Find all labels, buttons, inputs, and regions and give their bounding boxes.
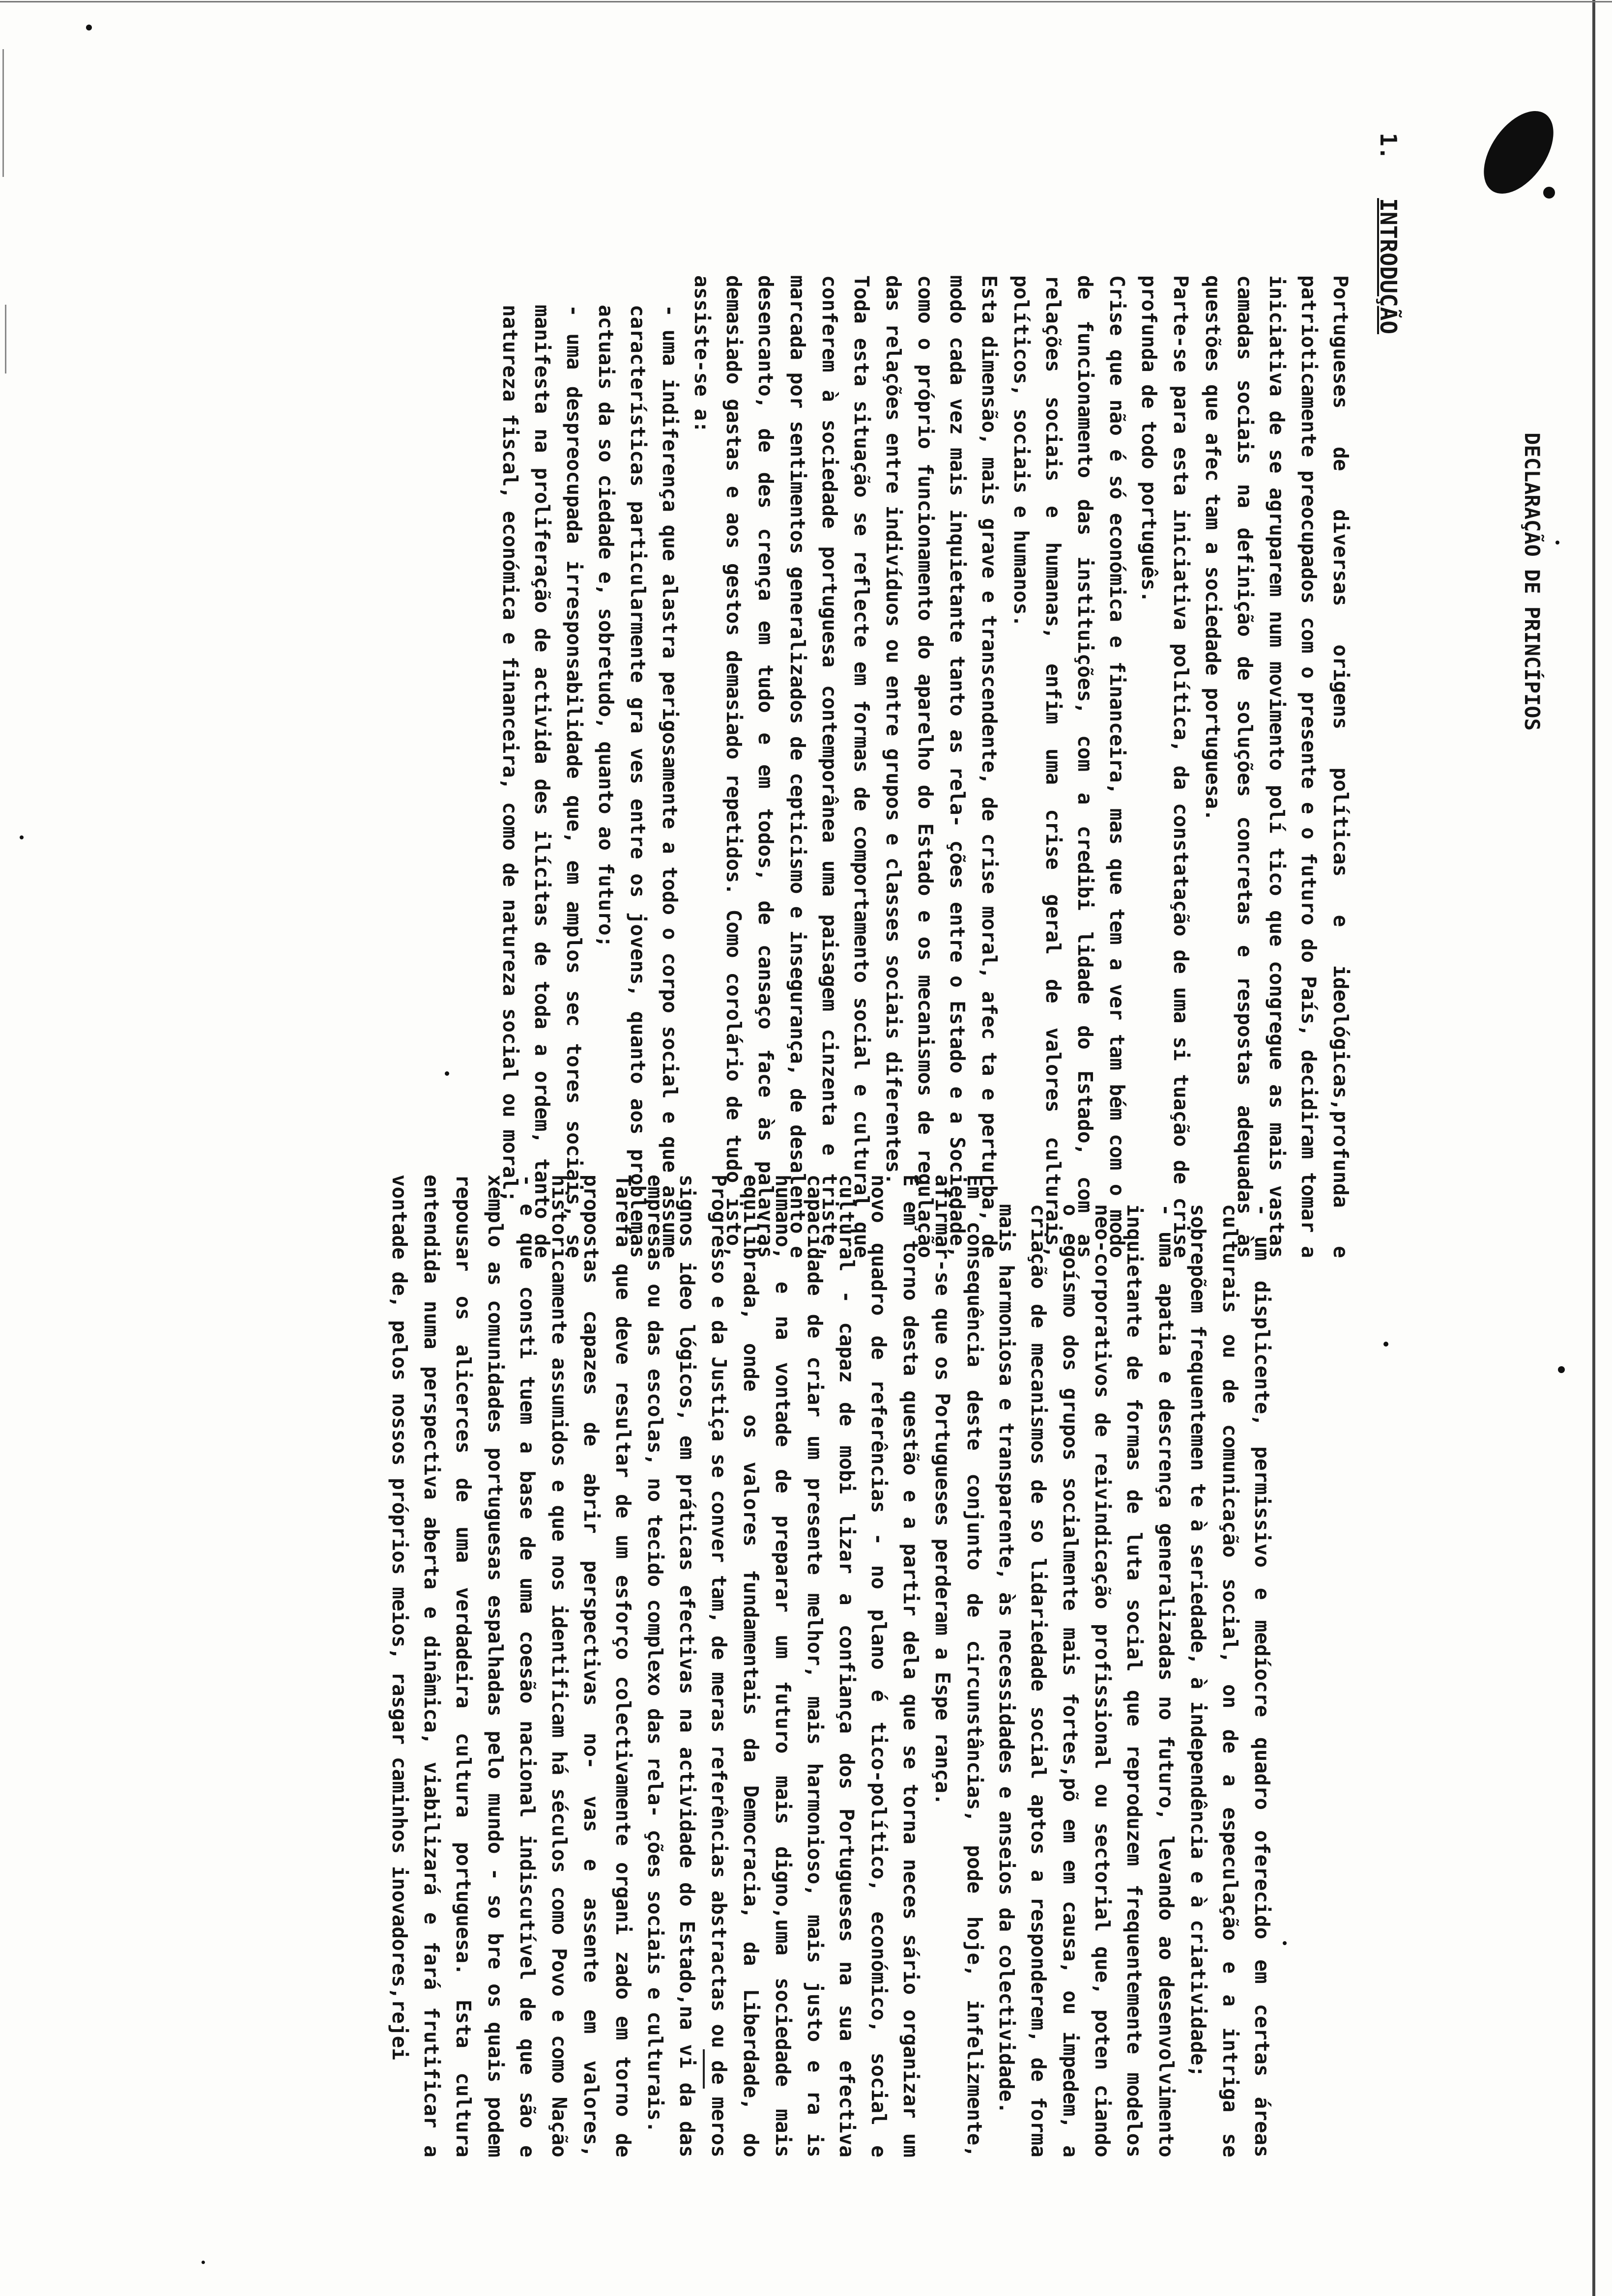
speck bbox=[1283, 1941, 1287, 1945]
paragraph-1: Portugueses de diversas origens políticas e ideológicas,profunda e patrioticamente preocupados com o presente e o futuro do País, decidiram tomar a iniciativa de se agruparem num movimento polí tico que congregue as mais vastas camadas sociais na definição de soluções concretas e respostas adequadas às questões que afec tam a sociedade portuguesa. bbox=[1201, 275, 1353, 1258]
bullet-indifference: - uma indiferença que alastra perigosamente a todo o corpo social e que assume características particularmente gra ves entre os jovens, quanto aos problemas actuais da so ciedade e, sobretudo, quanto ao futuro; bbox=[594, 305, 682, 1258]
paragraph-task: Tarefa que deve resultar de um esforço colectivamente organi zado em torno de propostas capazes de abrir perspectivas no- vas e assente em valores, historicamente assumidos e que nos identificam há séculos como Povo e como Nação - e que consti tuem a base de uma coesão nacional indiscutível de que são e xemplo as comunidades portuguesas espalhadas pelo mundo - so bre os quais podem repousar os alicerces de uma verdadeira cultura portuguesa. Esta cultura entendida numa perspectiva aberta e dinâmica, viabilizará e fará frutificar a vontade de, pelos nossos próprios meios, rasgar caminhos inovadores,rejei bbox=[388, 1175, 635, 2157]
paragraph-4: Esta dimensão, mais grave e transcendente, de crise moral, afec ta e perturba, de modo cada vez mais inquietante tanto as rela- ções entre o Estado e a Sociedade, como o próprio funcionamento do aparelho do Estado e os mecanismos de regulação das relações entre indivíduos ou entre grupos e classes sociais diferentes. bbox=[882, 275, 1001, 1258]
bullet-displicente: - um displicente, permissivo e medíocre quadro oferecido em certas áreas culturais ou de comunicação social, on de a especulação e a intriga se sobrepõem frequentemen te à seriedade, à independência e à criatividade; bbox=[1186, 1204, 1274, 2157]
speck bbox=[20, 835, 24, 839]
paragraph-consequence: Em consequência deste conjunto de circunstâncias, pode hoje, infelizmente, afirmar-se que os Portugueses perderam a Espe rança. bbox=[931, 1175, 986, 2157]
header-block bbox=[1506, 432, 1544, 737]
bullet-apathy: - uma apatia e descrença generalizadas no futuro, levando ao desenvolvimento inquietante de formas de luta social que reproduzem frequentemente modelos neo-corporativos de reivindicação profissional ou sectorial que, poten ciando o egoísmo dos grupos socialmente mais fortes,põ em em causa, ou impedem, a criação de mecanismos de so lidariedade social aptos a responderem, de forma mais harmoniosa e transparente, às necessidades e anseios da colectividade. bbox=[995, 1204, 1178, 2157]
speck bbox=[1558, 1366, 1565, 1373]
speck bbox=[1383, 1342, 1388, 1347]
scan-edge-line bbox=[1592, 0, 1595, 2296]
speck bbox=[1555, 541, 1559, 545]
bullet-irresponsibility: - uma despreocupada irresponsabilidade que, em amplos sec tores sociais, se manifesta na proliferação de activida des ilícitas de toda a ordem, tanto de natureza fiscal, económica e financeira, como de natureza social ou moral; bbox=[498, 305, 586, 1258]
column-left-text bbox=[383, 275, 1356, 1258]
section-heading-block bbox=[1371, 133, 1406, 339]
margin-mark bbox=[5, 305, 6, 373]
scan-top-edge bbox=[0, 1, 1612, 2]
section-title-visible: INTRODUÇÃO bbox=[1375, 198, 1402, 335]
paragraph-5: Toda esta situação se reflecte em formas de comportamento social e cultural que conferem à sociedade portuguesa contemporânea uma paisagem cinzenta e triste, marcada por sentimentos generalizados de cepticismo e insegurança, de desalento e desencanto, de des crença em tudo e em todos, de cansaço face às palavras demasiado gastas e aos gestos demasiado repetidos. Como corolário de tudo isto, assiste-se a: bbox=[690, 275, 873, 1258]
ink-blot-small bbox=[1543, 187, 1555, 199]
paragraph-new-framework: É em torno desta questão e a partir dela que se torna neces sário organizar um novo quadro de referências - no plano é tico-político, económico, social e cultural - capaz de mobi lizar a confiança dos Portugueses na sua efectiva capacidade de criar um presente melhor, mais harmonioso, mais justo e ra is humano, e na vontade de preparar um futuro mais digno,uma sociedade mais equilibrada, onde os valores fundamentais da Democracia, da Liberdade, do Progresso e da Justiça se conver tam, de meras referências abstractas ou de meros signos ideo lógicos, em práticas efectivas na actividade do Estado,na vi da das empresas ou das escolas, no tecido complexo das rela- ções sociais e culturais. bbox=[643, 1175, 922, 2157]
paragraph-3: Crise que não é só económica e financeira, mas que tem a ver tam bém com o modo de funcionamento das instituições, com a credibi lidade do Estado, com as relações sociais e humanas, enfim uma crise geral de valores culturais, políticos, sociais e humanos. bbox=[1009, 275, 1129, 1258]
paragraph-2: Parte-se para esta iniciativa política, da constatação de uma si tuação de crise profunda de todo português. bbox=[1137, 275, 1193, 1258]
speck bbox=[86, 25, 92, 30]
speck bbox=[202, 2261, 205, 2264]
header-text-visible: DECLARAÇÃO DE PRINCÍPIOS bbox=[1520, 432, 1544, 731]
section-number-visible: 1. bbox=[1375, 133, 1402, 160]
column-right-text bbox=[39, 1175, 1278, 2157]
margin-mark bbox=[2, 49, 4, 177]
